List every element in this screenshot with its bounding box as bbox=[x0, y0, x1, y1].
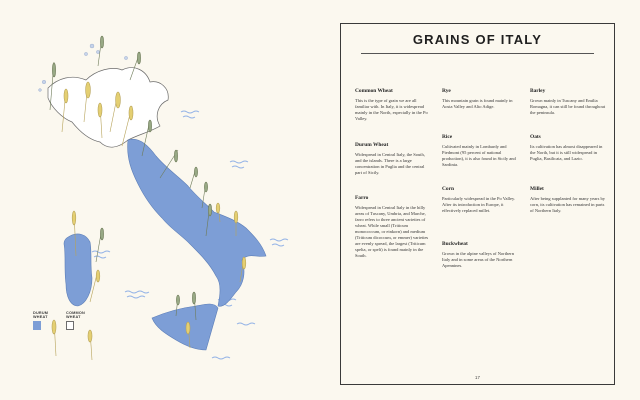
title-divider bbox=[361, 53, 594, 54]
legend-common-label: COMMON WHEAT bbox=[66, 311, 85, 320]
entry-durum-wheat bbox=[355, 142, 431, 176]
entry-oats bbox=[530, 134, 606, 162]
grains-info-panel bbox=[340, 23, 615, 385]
entry-text: Widespread in Central Italy, the South, and the islands. There is a large concentration in Puglia and the central part of Sicily. bbox=[355, 152, 425, 176]
entry-heading: Farro bbox=[355, 195, 369, 201]
entry-common-wheat bbox=[355, 88, 431, 122]
entry-heading: Oats bbox=[530, 134, 541, 140]
entry-heading: Durum Wheat bbox=[355, 142, 389, 148]
entry-text: Grown mainly in Tuscany and Emilia Romagna, it can still be found throughout the peninsula. bbox=[530, 98, 606, 116]
entry-heading: Corn bbox=[442, 186, 454, 192]
entry-heading: Buckwheat bbox=[442, 241, 468, 247]
entry-heading: Common Wheat bbox=[355, 88, 393, 94]
entry-rice bbox=[442, 134, 518, 168]
sardinia-island bbox=[64, 234, 92, 306]
entry-heading: Rice bbox=[442, 134, 453, 140]
entry-text: Cultivated mainly in Lombardy and Piedmont (95 percent of national production), it is also found in Sicily and Sardinia. bbox=[442, 144, 516, 168]
legend-common-swatch bbox=[66, 321, 74, 330]
entry-text: Particularly widespread in the Po Valley. After its introduction in Europe, it effectively replaced millet. bbox=[442, 196, 516, 214]
entry-text: This is the type of grain we are all familiar with. In Italy, it is widespread mainly in the North, especially in the Po Valley. bbox=[355, 98, 428, 122]
entry-corn bbox=[442, 186, 518, 214]
entry-buckwheat bbox=[442, 241, 518, 269]
entry-heading: Rye bbox=[442, 88, 451, 94]
legend-durum-swatch bbox=[33, 321, 41, 330]
sicily-island bbox=[152, 304, 218, 350]
legend-common-wheat bbox=[66, 311, 96, 330]
entry-millet bbox=[530, 186, 606, 214]
legend-durum-wheat bbox=[33, 311, 63, 330]
entry-text: Grown in the alpine valleys of Northern Italy and in some areas of the Northern Apennines. bbox=[442, 251, 514, 269]
entry-heading: Barley bbox=[530, 88, 546, 94]
legend-durum-label: DURUM WHEAT bbox=[33, 311, 49, 320]
entry-farro bbox=[355, 195, 431, 259]
entry-barley bbox=[530, 88, 606, 116]
entry-rye bbox=[442, 88, 518, 110]
peninsula-region bbox=[128, 139, 266, 306]
page-title: GRAINS OF ITALY bbox=[412, 32, 543, 47]
entry-text: After being supplanted for many years by corn, its cultivation has remained in parts of Northern Italy. bbox=[530, 196, 605, 214]
entry-text: Its cultivation has almost disappeared in the North, but it is still widespread in Puglia, Basilicata, and Lazio. bbox=[530, 144, 603, 162]
northern-italy-region bbox=[48, 68, 168, 147]
entry-heading: Millet bbox=[530, 186, 544, 192]
page-number: 17 bbox=[475, 375, 480, 380]
entry-text: This mountain grain is found mainly in Aosta Valley and Alto Adige. bbox=[442, 98, 513, 110]
entry-text: Widespread in Central Italy in the hilly areas of Tuscany, Umbria, and Marche, farro refers to three ancient varieties of wheat. While small (Triticum monococcum, or einkorn) and medium (Triticum dicoccum, or emmer) varieties are evenly spread, the largest (Triticum spelta, or spelt) is found mainly in the South. bbox=[355, 205, 429, 259]
